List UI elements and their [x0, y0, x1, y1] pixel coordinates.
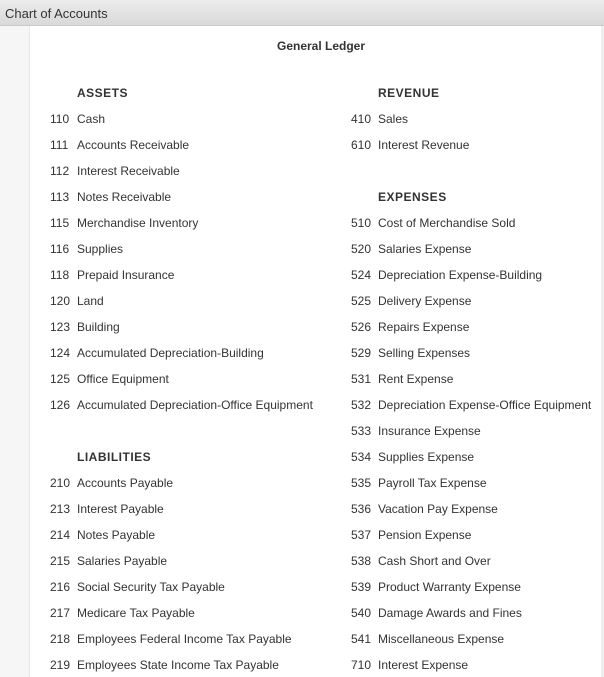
account-row-116 [50, 242, 123, 256]
account-row-525 [351, 294, 471, 308]
section-heading-liabilities: LIABILITIES [77, 450, 152, 464]
account-row-217 [50, 606, 195, 620]
account-row-534 [351, 450, 474, 464]
account-row-533 [351, 424, 481, 438]
account-row-541 [351, 632, 504, 646]
account-row-219 [50, 658, 279, 672]
account-row-610 [351, 138, 469, 152]
account-row-538 [351, 554, 491, 568]
account-number: 529 [351, 346, 372, 360]
account-number: 538 [351, 554, 372, 568]
account-number: 532 [351, 398, 372, 412]
account-row-210 [50, 476, 173, 490]
account-row-535 [351, 476, 487, 490]
page-title: General Ledger [276, 39, 366, 53]
account-row-126 [50, 398, 313, 412]
account-name: Accumulated Depreciation-Building [77, 346, 264, 360]
account-row-115 [50, 216, 198, 230]
account-name: Salaries Expense [378, 242, 472, 256]
account-name: Salaries Payable [77, 554, 168, 568]
account-number: 214 [50, 528, 71, 542]
account-name: Vacation Pay Expense [378, 502, 498, 516]
account-number: 120 [50, 294, 71, 308]
account-name: Accumulated Depreciation-Office Equipment [77, 398, 313, 412]
account-number: 524 [351, 268, 372, 282]
account-name: Interest Expense [378, 658, 469, 672]
account-name: Rent Expense [378, 372, 454, 386]
account-name: Notes Receivable [77, 190, 172, 204]
account-number: 539 [351, 580, 372, 594]
account-row-214 [50, 528, 155, 542]
account-number: 534 [351, 450, 372, 464]
account-name: Payroll Tax Expense [378, 476, 487, 490]
account-name: Notes Payable [77, 528, 156, 542]
account-name: Medicare Tax Payable [77, 606, 195, 620]
account-row-218 [50, 632, 292, 646]
account-row-510 [351, 216, 515, 230]
account-row-124 [50, 346, 264, 360]
account-row-213 [50, 502, 164, 516]
account-number: 535 [351, 476, 372, 490]
account-number: 213 [50, 502, 71, 516]
account-row-531 [351, 372, 453, 386]
account-row-123 [50, 320, 120, 334]
account-name: Product Warranty Expense [378, 580, 521, 594]
account-row-215 [50, 554, 167, 568]
account-number: 410 [351, 112, 372, 126]
account-row-120 [50, 294, 104, 308]
account-name: Office Equipment [77, 372, 169, 386]
account-number: 116 [50, 242, 70, 256]
account-number: 125 [50, 372, 71, 386]
account-name: Accounts Payable [77, 476, 174, 490]
account-number: 118 [50, 268, 70, 282]
account-row-118 [50, 268, 174, 282]
account-row-410 [351, 112, 408, 126]
account-number: 710 [351, 658, 372, 672]
account-name: Land [77, 294, 104, 308]
account-number: 610 [351, 138, 372, 152]
account-name: Employees Federal Income Tax Payable [77, 632, 292, 646]
account-row-110 [50, 112, 105, 126]
account-number: 537 [351, 528, 372, 542]
account-name: Sales [378, 112, 409, 126]
account-number: 536 [351, 502, 372, 516]
left-gutter [0, 26, 30, 677]
account-name: Building [77, 320, 120, 334]
account-number: 215 [50, 554, 71, 568]
account-number: 115 [50, 216, 70, 230]
section-heading-revenue: REVENUE [378, 86, 440, 100]
account-name: Employees State Income Tax Payable [77, 658, 279, 672]
account-name: Interest Payable [77, 502, 164, 516]
account-name: Social Security Tax Payable [77, 580, 225, 594]
account-row-112 [50, 164, 180, 178]
account-row-710 [351, 658, 468, 672]
account-number: 510 [351, 216, 372, 230]
account-row-520 [351, 242, 471, 256]
account-number: 110 [50, 112, 70, 126]
account-number: 111 [50, 138, 69, 152]
account-number: 124 [50, 346, 71, 360]
account-number: 526 [351, 320, 372, 334]
account-number: 216 [50, 580, 71, 594]
account-number: 533 [351, 424, 372, 438]
account-number: 541 [351, 632, 372, 646]
account-name: Supplies [77, 242, 124, 256]
account-row-125 [50, 372, 169, 386]
account-name: Prepaid Insurance [77, 268, 175, 282]
account-name: Merchandise Inventory [77, 216, 199, 230]
account-name: Interest Receivable [77, 164, 180, 178]
account-number: 540 [351, 606, 372, 620]
account-number: 217 [50, 606, 71, 620]
account-number: 520 [351, 242, 372, 256]
account-name: Depreciation Expense-Building [378, 268, 543, 282]
account-number: 123 [50, 320, 71, 334]
account-name: Damage Awards and Fines [378, 606, 522, 620]
account-number: 219 [50, 658, 71, 672]
account-row-529 [351, 346, 470, 360]
account-row-540 [351, 606, 522, 620]
account-number: 218 [50, 632, 71, 646]
window-titlebar [0, 0, 604, 26]
account-number: 210 [50, 476, 71, 490]
account-number: 531 [351, 372, 372, 386]
account-name: Insurance Expense [378, 424, 481, 438]
account-number: 525 [351, 294, 372, 308]
account-row-537 [351, 528, 471, 542]
account-row-526 [351, 320, 469, 334]
account-name: Miscellaneous Expense [378, 632, 505, 646]
account-name: Pension Expense [378, 528, 472, 542]
account-row-524 [351, 268, 542, 282]
account-row-536 [351, 502, 498, 516]
account-number: 126 [50, 398, 71, 412]
account-name: Accounts Receivable [77, 138, 190, 152]
account-number: 112 [50, 164, 70, 178]
section-heading-assets: ASSETS [77, 86, 129, 100]
account-number: 113 [50, 190, 70, 204]
account-row-111 [50, 138, 189, 152]
account-row-113 [50, 190, 171, 204]
account-name: Delivery Expense [378, 294, 472, 308]
account-name: Repairs Expense [378, 320, 470, 334]
account-row-539 [351, 580, 521, 594]
account-row-532 [351, 398, 591, 412]
account-name: Supplies Expense [378, 450, 475, 464]
account-name: Cash Short and Over [378, 554, 491, 568]
account-row-216 [50, 580, 225, 594]
account-name: Depreciation Expense-Office Equipment [378, 398, 592, 412]
section-heading-expenses: EXPENSES [378, 190, 447, 204]
window-title: Chart of Accounts [5, 6, 108, 21]
account-name: Cash [77, 112, 106, 126]
account-name: Interest Revenue [378, 138, 470, 152]
account-name: Selling Expenses [378, 346, 471, 360]
account-name: Cost of Merchandise Sold [378, 216, 516, 230]
